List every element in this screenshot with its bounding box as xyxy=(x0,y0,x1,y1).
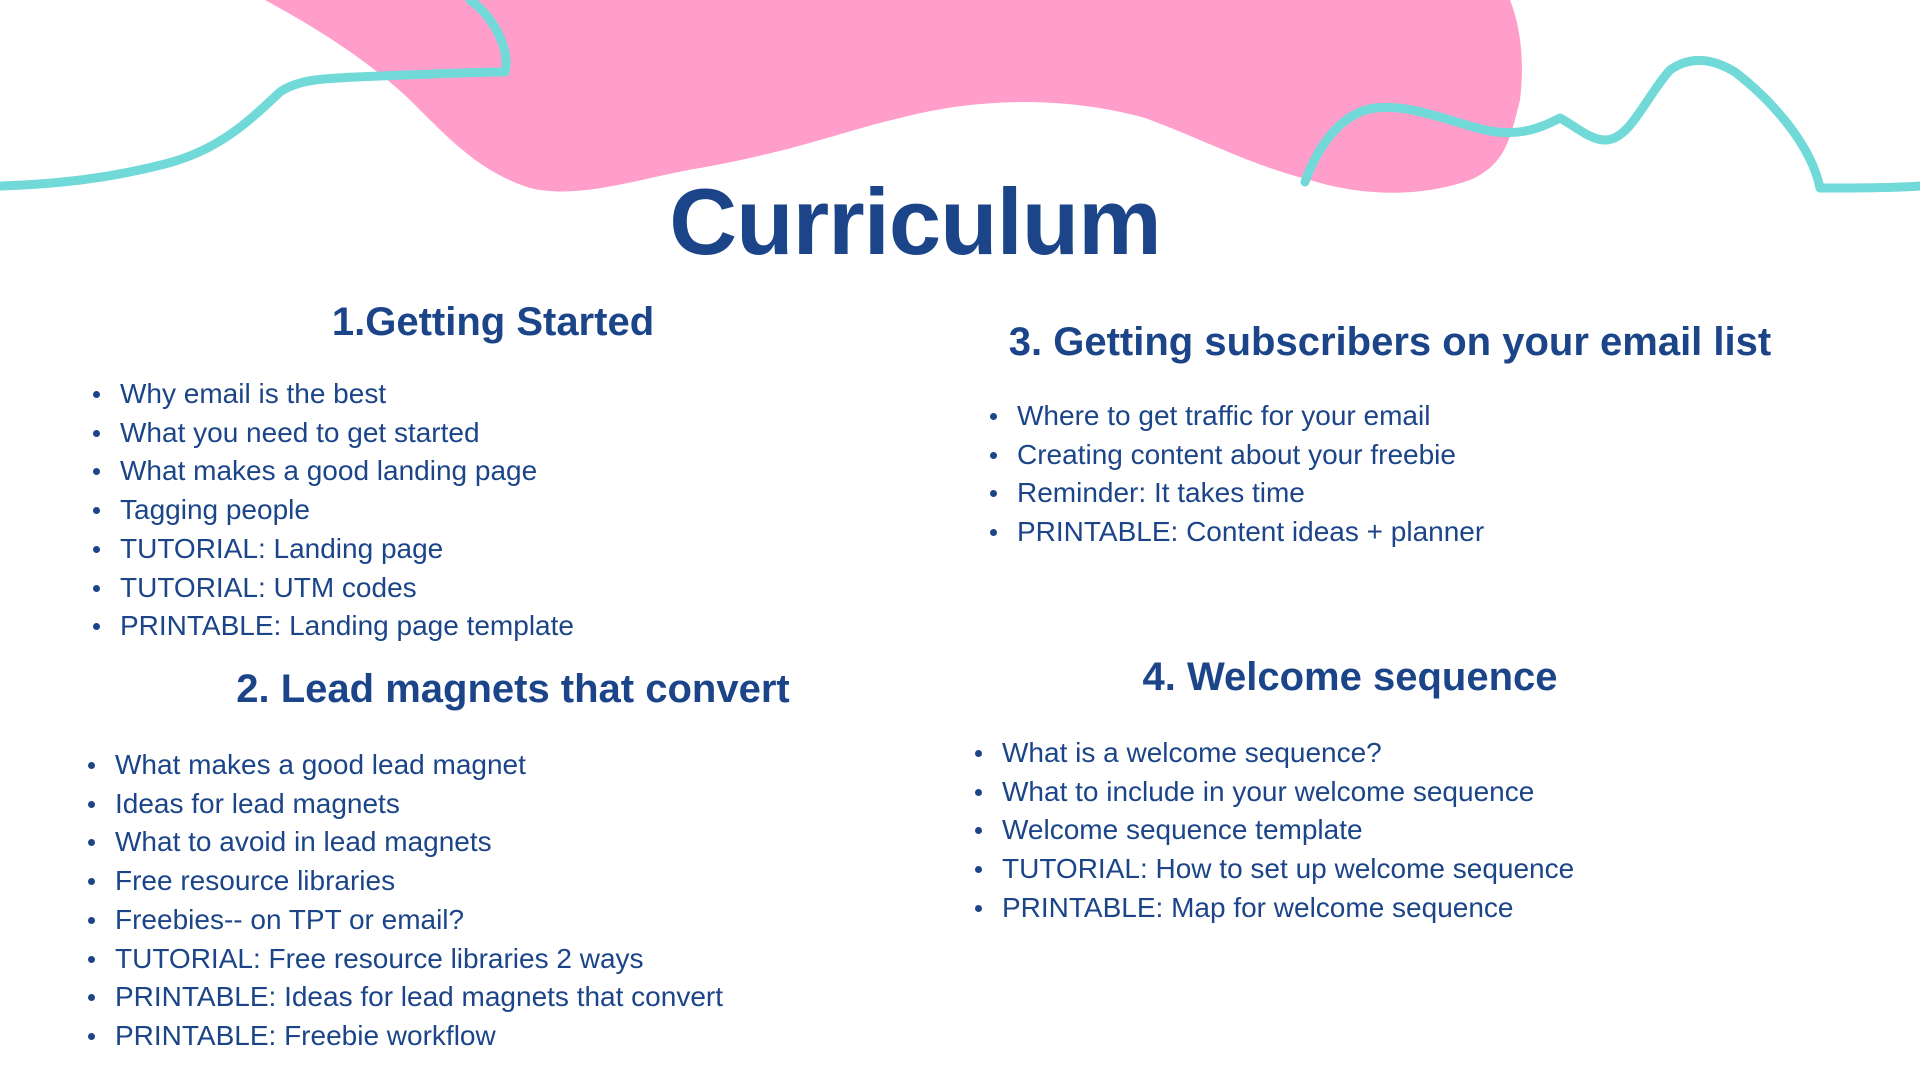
section-heading: 3. Getting subscribers on your email list xyxy=(1008,320,1772,364)
list-item: What to include in your welcome sequence xyxy=(975,773,1725,812)
list-item: Welcome sequence template xyxy=(975,811,1725,850)
list-item: PRINTABLE: Map for welcome sequence xyxy=(975,889,1725,928)
list-item: Creating content about your freebie xyxy=(990,436,1790,475)
list-item: TUTORIAL: Free resource libraries 2 ways xyxy=(88,940,938,979)
list-item: What makes a good lead magnet xyxy=(88,746,938,785)
list-item: PRINTABLE: Content ideas + planner xyxy=(990,513,1790,552)
list-item: Why email is the best xyxy=(93,375,893,414)
list-item: TUTORIAL: How to set up welcome sequence xyxy=(975,850,1725,889)
list-item: Free resource libraries xyxy=(88,862,938,901)
list-item: What makes a good landing page xyxy=(93,452,893,491)
section-welcome-sequence xyxy=(975,655,1725,928)
list-item: Freebies-- on TPT or email? xyxy=(88,901,938,940)
section-getting-started xyxy=(93,300,893,646)
list-item: TUTORIAL: UTM codes xyxy=(93,569,893,608)
section-heading: 2. Lead magnets that convert xyxy=(236,667,790,711)
section-heading: 4. Welcome sequence xyxy=(1142,655,1558,699)
list-item: Reminder: It takes time xyxy=(990,474,1790,513)
list-item: PRINTABLE: Ideas for lead magnets that convert xyxy=(88,978,938,1017)
list-item: Ideas for lead magnets xyxy=(88,785,938,824)
topic-list xyxy=(990,397,1790,552)
topic-list xyxy=(93,375,893,646)
list-item: PRINTABLE: Landing page template xyxy=(93,607,893,646)
section-heading: 1.Getting Started xyxy=(331,300,655,344)
list-item: PRINTABLE: Freebie workflow xyxy=(88,1017,938,1056)
list-item: What you need to get started xyxy=(93,414,893,453)
list-item: Where to get traffic for your email xyxy=(990,397,1790,436)
section-lead-magnets xyxy=(88,667,938,1056)
list-item: What is a welcome sequence? xyxy=(975,734,1725,773)
topic-list xyxy=(975,734,1725,928)
pink-brush-shape xyxy=(265,0,1522,193)
list-item: Tagging people xyxy=(93,491,893,530)
list-item: What to avoid in lead magnets xyxy=(88,823,938,862)
list-item: TUTORIAL: Landing page xyxy=(93,530,893,569)
topic-list xyxy=(88,746,938,1056)
section-getting-subscribers xyxy=(990,320,1790,552)
page-title: Curriculum xyxy=(669,169,1161,274)
